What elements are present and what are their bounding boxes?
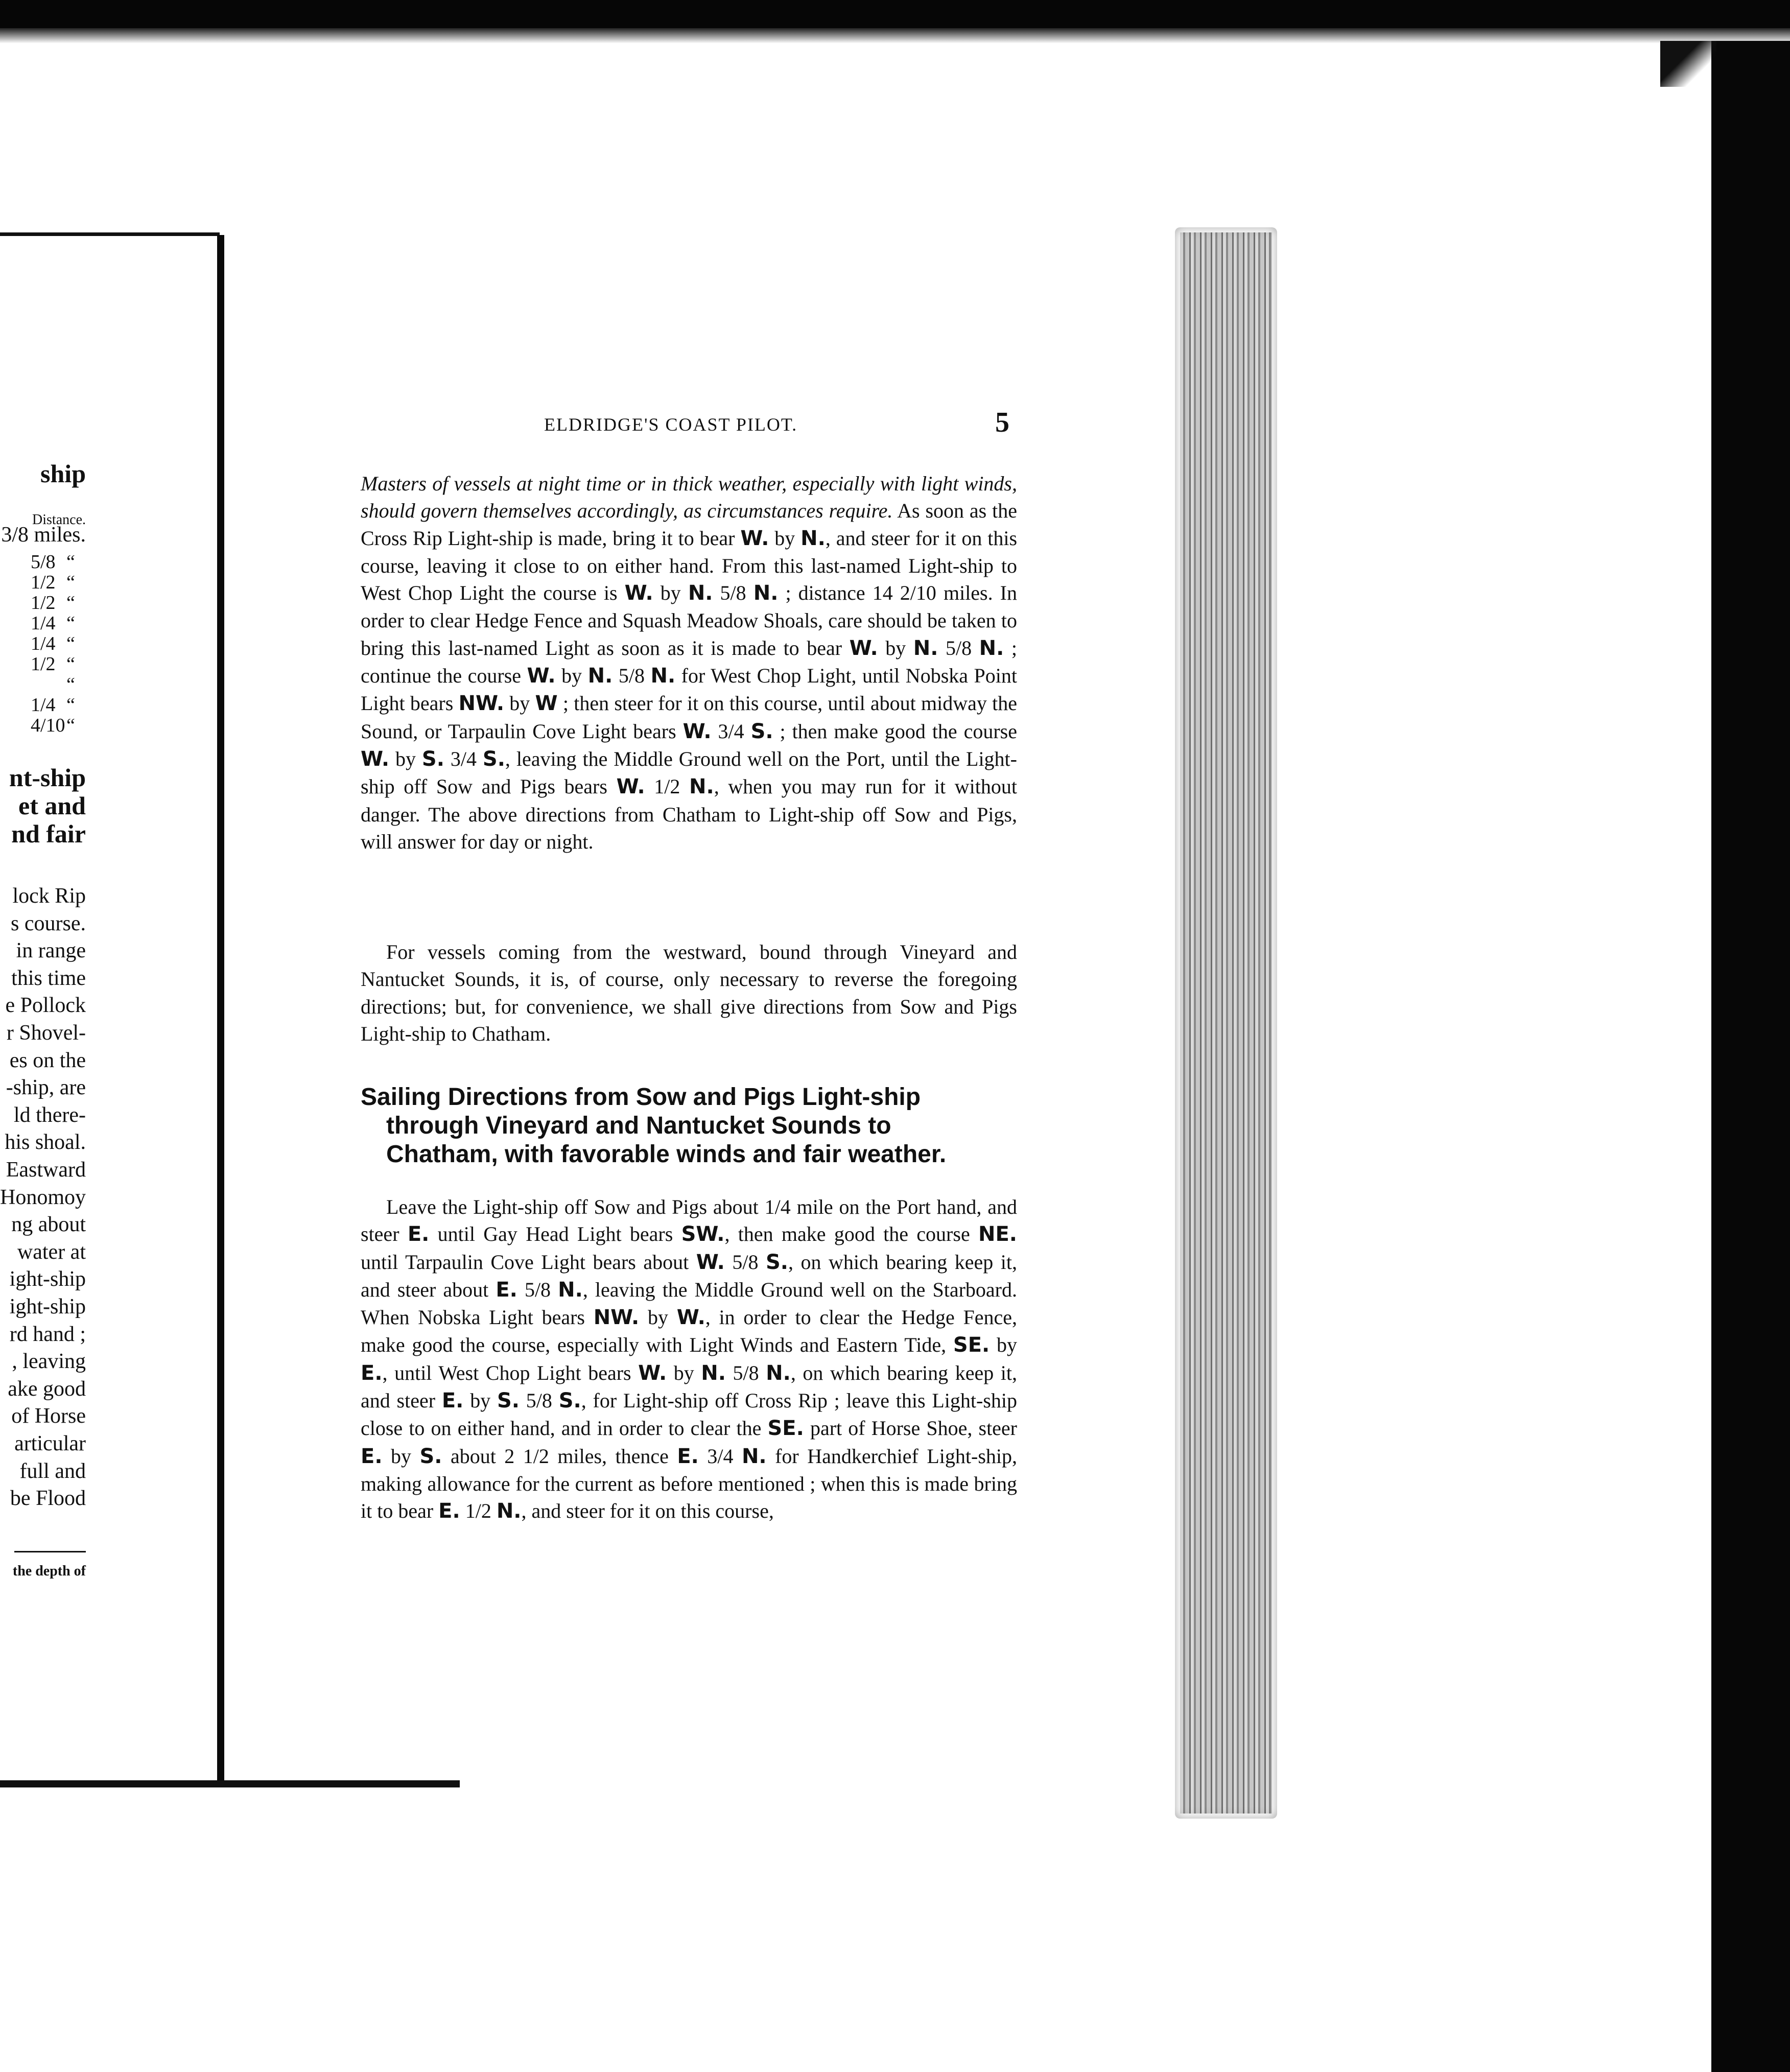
text-run: ; distance 14 2/10 miles. In order to clear Hedge Fence and Squash Meadow Shoals, care should be taken to bring this last-named Light as soon as it is made to bear bbox=[361, 581, 1018, 660]
fraction-row bbox=[31, 715, 92, 736]
text-run: 5/8 bbox=[724, 1250, 766, 1274]
bearing-term: S. bbox=[419, 1444, 442, 1468]
bearing-term: N. bbox=[587, 664, 613, 688]
bearing-term: S. bbox=[497, 1389, 520, 1413]
fraction-value: 5/8 bbox=[31, 551, 56, 573]
bearing-term: W. bbox=[624, 581, 653, 605]
bearing-term: N. bbox=[800, 526, 826, 550]
fraction-row bbox=[31, 654, 92, 674]
left-text-line: this time bbox=[11, 966, 86, 990]
text-run: , and steer for it on this course, bbox=[521, 1499, 774, 1523]
text-run: 5/8 bbox=[725, 1361, 766, 1384]
text-run: Leave the Light-ship off Sow and Pigs about 1/4 mile on the Port hand, and steer bbox=[361, 1195, 1017, 1246]
bearing-term: E. bbox=[361, 1361, 383, 1385]
bearing-term: N. bbox=[650, 664, 676, 688]
ditto-mark: “ bbox=[66, 613, 75, 634]
text-run: Masters of vessels at night time or in thick weather, especially with light winds, should govern themselves accordingly, as circumstances require. bbox=[361, 472, 1017, 523]
fraction-row bbox=[31, 613, 92, 633]
text-run: 5/8 bbox=[713, 581, 753, 605]
ditto-mark: “ bbox=[66, 633, 75, 654]
text-run: by bbox=[555, 664, 588, 688]
left-subheading-line: nd fair bbox=[11, 819, 86, 848]
text-run: , for Light-ship off Cross Rip ; leave this Light-ship close to on either hand, and in order to clear the bbox=[361, 1389, 1017, 1440]
left-fraction-list bbox=[31, 552, 92, 736]
ditto-mark: “ bbox=[66, 715, 75, 736]
bearing-term: N. bbox=[701, 1361, 726, 1385]
left-text-line: lock Rip bbox=[12, 884, 86, 908]
text-run: for Handkerchief Light-ship, making allowance for the current as before mentioned ; when this is made bring it to bear bbox=[361, 1444, 1017, 1523]
text-run: ; then steer for it on this course, until about midway the Sound, or Tarpaulin Cove Light bears bbox=[361, 692, 1018, 743]
left-text-line: ake good bbox=[8, 1377, 86, 1401]
fraction-value: 1/2 bbox=[31, 653, 56, 675]
left-subheading-line: nt-ship bbox=[9, 763, 86, 792]
text-run: by bbox=[878, 636, 913, 660]
fraction-value: 1/2 bbox=[31, 572, 56, 593]
bearing-term: S. bbox=[421, 747, 444, 771]
bearing-term: N. bbox=[741, 1444, 767, 1468]
text-run: , and steer for it on this course, leaving it close to on either hand. From this last-named Light-ship to West Chop Light the course is bbox=[361, 526, 1018, 605]
left-text-line: water at bbox=[17, 1240, 86, 1264]
text-run: , leaving the Middle Ground well on the Starboard. When Nobska Light bears bbox=[361, 1278, 1017, 1329]
text-run: 3/4 bbox=[698, 1444, 742, 1468]
section-heading-line: through Vineyard and Nantucket Sounds to bbox=[386, 1112, 891, 1139]
text-run: about 2 1/2 miles, thence bbox=[442, 1444, 677, 1468]
bearing-term: NW. bbox=[593, 1306, 640, 1330]
bearing-term: S. bbox=[482, 747, 505, 771]
text-run: ; then make good the course bbox=[773, 719, 1017, 743]
fraction-row bbox=[31, 572, 92, 593]
text-run: by bbox=[463, 1389, 497, 1412]
bearing-term: E. bbox=[496, 1278, 517, 1302]
scan-border-right bbox=[1711, 41, 1790, 2072]
fraction-row bbox=[31, 695, 92, 715]
left-text-line: full and bbox=[19, 1459, 86, 1483]
text-run: 1/2 bbox=[645, 775, 690, 798]
text-run: 5/8 bbox=[517, 1278, 558, 1301]
bearing-term: N. bbox=[496, 1499, 522, 1523]
ditto-mark: “ bbox=[66, 694, 75, 716]
fraction-value: 1/4 bbox=[31, 694, 56, 716]
text-run: , then make good the course bbox=[724, 1222, 978, 1246]
bearing-term: W. bbox=[696, 1250, 725, 1274]
bearing-term: N. bbox=[753, 581, 779, 605]
bearing-term: N. bbox=[688, 581, 713, 605]
bearing-term: N. bbox=[979, 636, 1004, 660]
text-run: , when you may run for it without danger. The above directions from Chatham to Light-ship off Sow and Pigs, will answer for day or night. bbox=[361, 775, 1017, 853]
section-heading-line: Sailing Directions from Sow and Pigs Light-ship bbox=[361, 1084, 921, 1111]
bearing-term: E. bbox=[438, 1499, 460, 1523]
left-footnote: the depth of bbox=[12, 1563, 86, 1579]
ditto-mark: “ bbox=[66, 592, 75, 614]
section-heading bbox=[361, 1083, 1020, 1169]
bearing-term: SW. bbox=[681, 1222, 725, 1246]
left-footnote-rule bbox=[14, 1551, 86, 1552]
bearing-term: W. bbox=[849, 636, 878, 660]
bearing-term: S. bbox=[750, 719, 773, 743]
bearing-term: SE. bbox=[953, 1333, 990, 1357]
left-text-line: , leaving bbox=[12, 1350, 86, 1374]
bearing-term: E. bbox=[677, 1444, 699, 1468]
text-run: 5/8 bbox=[938, 636, 979, 660]
fraction-row bbox=[31, 593, 92, 613]
left-text-line: Honomoy bbox=[0, 1185, 86, 1209]
left-distance-header: Distance. bbox=[32, 512, 86, 528]
text-run: , leaving the Middle Ground well on the Port, until the Light-ship off Sow and Pigs bears bbox=[361, 747, 1017, 798]
bearing-term: W. bbox=[676, 1306, 705, 1330]
left-text-line: r Shovel- bbox=[6, 1021, 86, 1045]
left-text-line: ight-ship bbox=[9, 1267, 86, 1291]
text-run: 3/4 bbox=[711, 719, 751, 743]
text-run: , in order to clear the Hedge Fence, make good the course, especially with Light Winds and Eastern Tide, bbox=[361, 1306, 1017, 1357]
left-subheading-line: et and bbox=[18, 791, 86, 820]
left-text-line: e Pollock bbox=[5, 994, 86, 1018]
page-number: 5 bbox=[995, 407, 1009, 438]
ditto-mark: “ bbox=[66, 551, 75, 573]
text-run: until Gay Head Light bears bbox=[429, 1222, 681, 1246]
text-run: by bbox=[653, 581, 688, 605]
text-run: , until West Chop Light bears bbox=[382, 1361, 639, 1384]
left-page-bottom-edge bbox=[0, 1780, 460, 1787]
section-heading-line: Chatham, with favorable winds and fair weather. bbox=[386, 1141, 947, 1168]
left-text-line: ld there- bbox=[13, 1103, 86, 1127]
bearing-term: S. bbox=[765, 1250, 788, 1274]
fraction-row bbox=[31, 633, 92, 654]
text-run: by bbox=[382, 1444, 420, 1468]
bearing-term: W. bbox=[682, 719, 712, 743]
paragraph-3 bbox=[361, 1193, 1017, 1525]
ditto-mark: “ bbox=[66, 653, 75, 675]
bearing-term: S. bbox=[558, 1389, 581, 1413]
left-text-line: his shoal. bbox=[5, 1131, 86, 1155]
left-text-line: in range bbox=[16, 939, 86, 963]
left-text-line: of Horse bbox=[11, 1404, 86, 1428]
left-text-line: be Flood bbox=[10, 1487, 86, 1511]
ditto-mark: “ bbox=[66, 674, 75, 695]
scan-border-corner bbox=[1660, 41, 1716, 87]
left-text-line: rd hand ; bbox=[9, 1322, 86, 1346]
bearing-term: E. bbox=[407, 1222, 430, 1246]
text-run: by bbox=[504, 692, 535, 715]
text-run: by bbox=[990, 1333, 1017, 1357]
bearing-term: N. bbox=[558, 1278, 583, 1302]
left-text-line: Eastward bbox=[6, 1158, 86, 1182]
bearing-term: N. bbox=[689, 775, 714, 799]
scan-border-top bbox=[0, 0, 1790, 28]
bearing-term: E. bbox=[441, 1389, 464, 1413]
text-run: until Tarpaulin Cove Light bears about bbox=[361, 1250, 696, 1274]
left-text-line: articular bbox=[14, 1432, 86, 1455]
paragraph-2: For vessels coming from the westward, bound through Vineyard and Nantucket Sounds, it is, of course, only necessary to reverse the foregoing directions; but, for convenience, we shall give directions from Sow and Pigs Light-ship to Chatham. bbox=[361, 940, 1017, 1045]
text-run: by bbox=[639, 1306, 677, 1329]
left-first-distance: 3/8 miles. bbox=[1, 523, 86, 547]
paragraph-1 bbox=[361, 470, 1017, 855]
left-text-line: s course. bbox=[11, 911, 86, 935]
fraction-value: 4/10 bbox=[31, 715, 65, 736]
bearing-term: W. bbox=[616, 775, 645, 799]
bearing-term: W. bbox=[740, 526, 769, 550]
text-run: by bbox=[769, 526, 801, 550]
bearing-term: E. bbox=[361, 1444, 383, 1468]
left-page-top-edge bbox=[0, 232, 220, 236]
text-run: part of Horse Shoe, steer bbox=[804, 1417, 1018, 1440]
text-run: , on which bearing keep it, and steer bbox=[361, 1361, 1017, 1412]
fraction-value: 1/2 bbox=[31, 592, 56, 614]
text-run: ; continue the course bbox=[361, 636, 1017, 688]
text-run: 3/4 bbox=[444, 747, 483, 770]
text-run: 5/8 bbox=[613, 664, 651, 688]
bearing-term: N. bbox=[766, 1361, 791, 1385]
bearing-term: W. bbox=[527, 664, 556, 688]
running-head: ELDRIDGE'S COAST PILOT. bbox=[544, 414, 798, 435]
ditto-mark: “ bbox=[66, 572, 75, 593]
bearing-term: NW. bbox=[458, 692, 505, 716]
left-text-line: es on the bbox=[9, 1048, 86, 1072]
text-run: 1/2 bbox=[460, 1499, 497, 1523]
text-run: by bbox=[667, 1361, 701, 1384]
fraction-value: 1/4 bbox=[31, 613, 56, 634]
text-run: by bbox=[389, 747, 422, 770]
fraction-row bbox=[31, 674, 92, 695]
bearing-term: N. bbox=[913, 636, 938, 660]
bearing-term: NE. bbox=[978, 1222, 1017, 1246]
bearing-term: W. bbox=[638, 1361, 667, 1385]
text-run: 5/8 bbox=[520, 1389, 559, 1412]
scan-border-shadow bbox=[0, 28, 1790, 43]
left-text-line: ight-ship bbox=[9, 1295, 86, 1318]
bearing-term: SE. bbox=[767, 1417, 804, 1441]
text-run: for West Chop Light, until Nobska Point Light bears bbox=[361, 664, 1018, 715]
fraction-value: 1/4 bbox=[31, 633, 56, 654]
text-run: As soon as the Cross Rip Light-ship is made, bring it to bear bbox=[361, 499, 1018, 550]
book-gutter bbox=[217, 235, 224, 1785]
left-text-line: ng about bbox=[11, 1213, 86, 1237]
bearing-term: W. bbox=[361, 747, 390, 771]
left-heading-fragment: ship bbox=[40, 459, 86, 488]
text-run: , on which bearing keep it, and steer about bbox=[361, 1250, 1018, 1301]
book-page-edges-shadow bbox=[1175, 227, 1277, 1819]
left-text-line: -ship, are bbox=[6, 1076, 86, 1100]
bearing-term: W bbox=[535, 692, 558, 716]
fraction-row bbox=[31, 552, 92, 572]
